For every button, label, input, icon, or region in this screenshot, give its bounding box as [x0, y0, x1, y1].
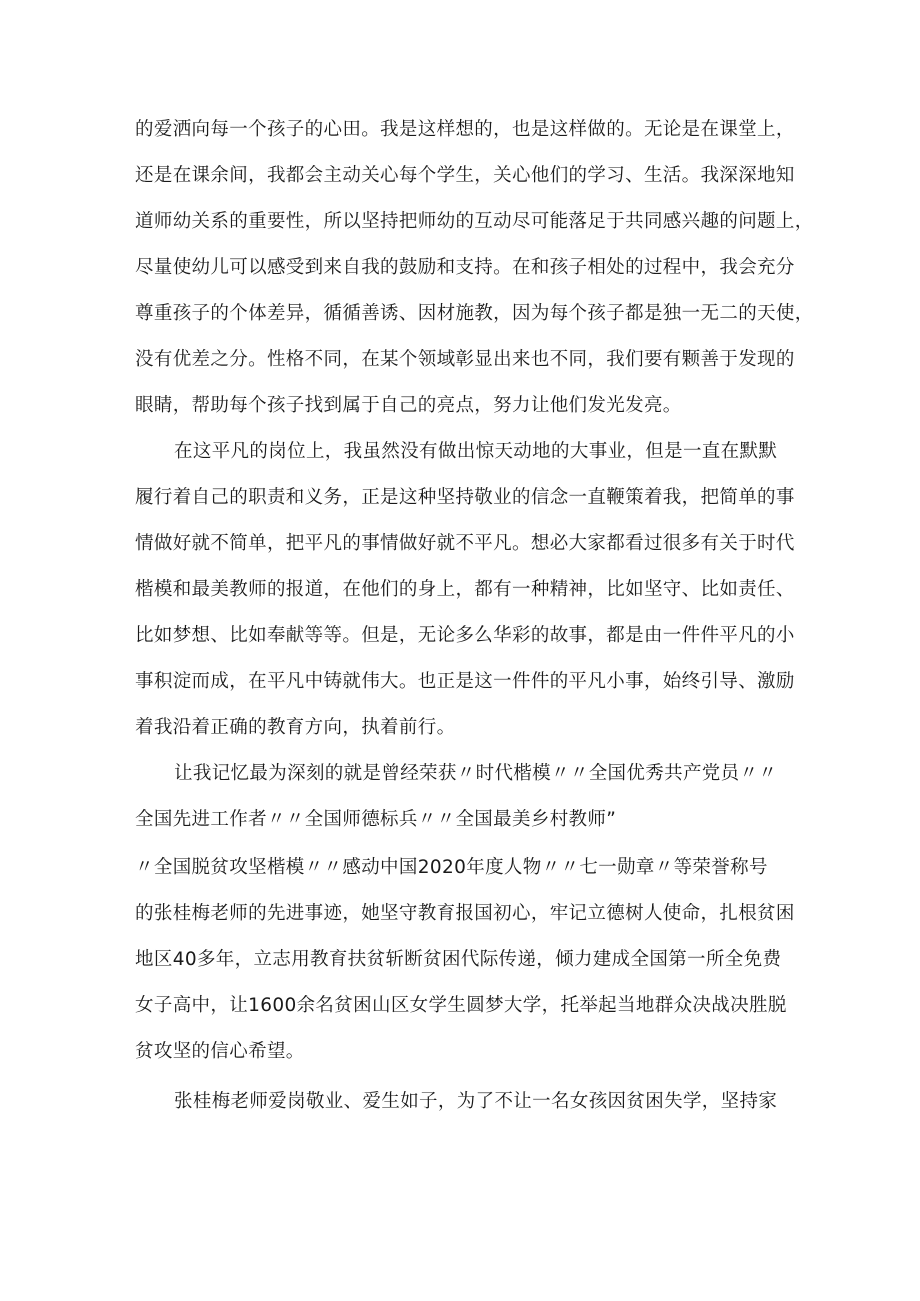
text-line: 在这平凡的岗位上，我虽然没有做出惊天动地的大事业，但是一直在默默 [174, 441, 778, 462]
text-line: 地区40多年，立志用教育扶贫斩断贫困代际传递，倾力建成全国第一所全免费 [135, 949, 782, 970]
text-line: 尽量使幼儿可以感受到来自我的鼓励和支持。在和孩子相处的过程中，我会充分 [135, 257, 795, 278]
text-line: 的爱洒向每一个孩子的心田。我是这样想的，也是这样做的。无论是在课堂上， [135, 119, 795, 140]
text-line: 着我沿着正确的教育方向，执着前行。 [135, 717, 456, 738]
text-line: 还是在课余间，我都会主动关心每个学生，关心他们的学习、生活。我深深地知 [135, 165, 795, 186]
text-line: 没有优差之分。性格不同，在某个领域彰显出来也不同，我们要有颗善于发现的 [135, 349, 795, 370]
text-line: 比如梦想、比如奉献等等。但是，无论多么华彩的故事，都是由一件件平凡的小 [135, 625, 795, 646]
text-line: 贫攻坚的信心希望。 [135, 1041, 305, 1062]
text-line: 尊重孩子的个体差异，循循善诱、因材施教，因为每个孩子都是独一无二的天使， [135, 303, 814, 324]
text-line: 情做好就不简单，把平凡的事情做好就不平凡。想必大家都看过很多有关于时代 [135, 533, 795, 554]
text-line: 楷模和最美教师的报道，在他们的身上，都有一种精神，比如坚守、比如责任、 [135, 579, 795, 600]
text-line: 全国先进工作者〃〃全国师德标兵〃〃全国最美乡村教师” [135, 809, 617, 830]
text-line: 道师幼关系的重要性，所以坚持把师幼的互动尽可能落足于共同感兴趣的问题上， [135, 211, 814, 232]
text-line: 履行着自己的职责和义务，正是这种坚持敬业的信念一直鞭策着我，把简单的事 [135, 487, 795, 508]
text-line: 女子高中，让1600余名贫困山区女学生圆梦大学，托举起当地群众决战决胜脱 [135, 995, 787, 1016]
text-line: 事积淀而成，在平凡中铸就伟大。也正是这一件件的平凡小事，始终引导、激励 [135, 671, 795, 692]
text-line: 眼睛，帮助每个孩子找到属于自己的亮点，努力让他们发光发亮。 [135, 395, 682, 416]
text-line: 〃全国脱贫攻坚楷模〃〃感动中国2020年度人物〃〃七一勋章〃等荣誉称号 [135, 857, 768, 878]
text-line: 张桂梅老师爱岗敬业、爱生如子，为了不让一名女孩因贫困失学，坚持家 [174, 1091, 778, 1112]
text-line: 的张桂梅老师的先进事迹，她坚守教育报国初心，牢记立德树人使命，扎根贫困 [135, 903, 795, 924]
text-line: 让我记忆最为深刻的就是曾经荣获〃时代楷模〃〃全国优秀共产党员〃〃 [174, 763, 778, 784]
